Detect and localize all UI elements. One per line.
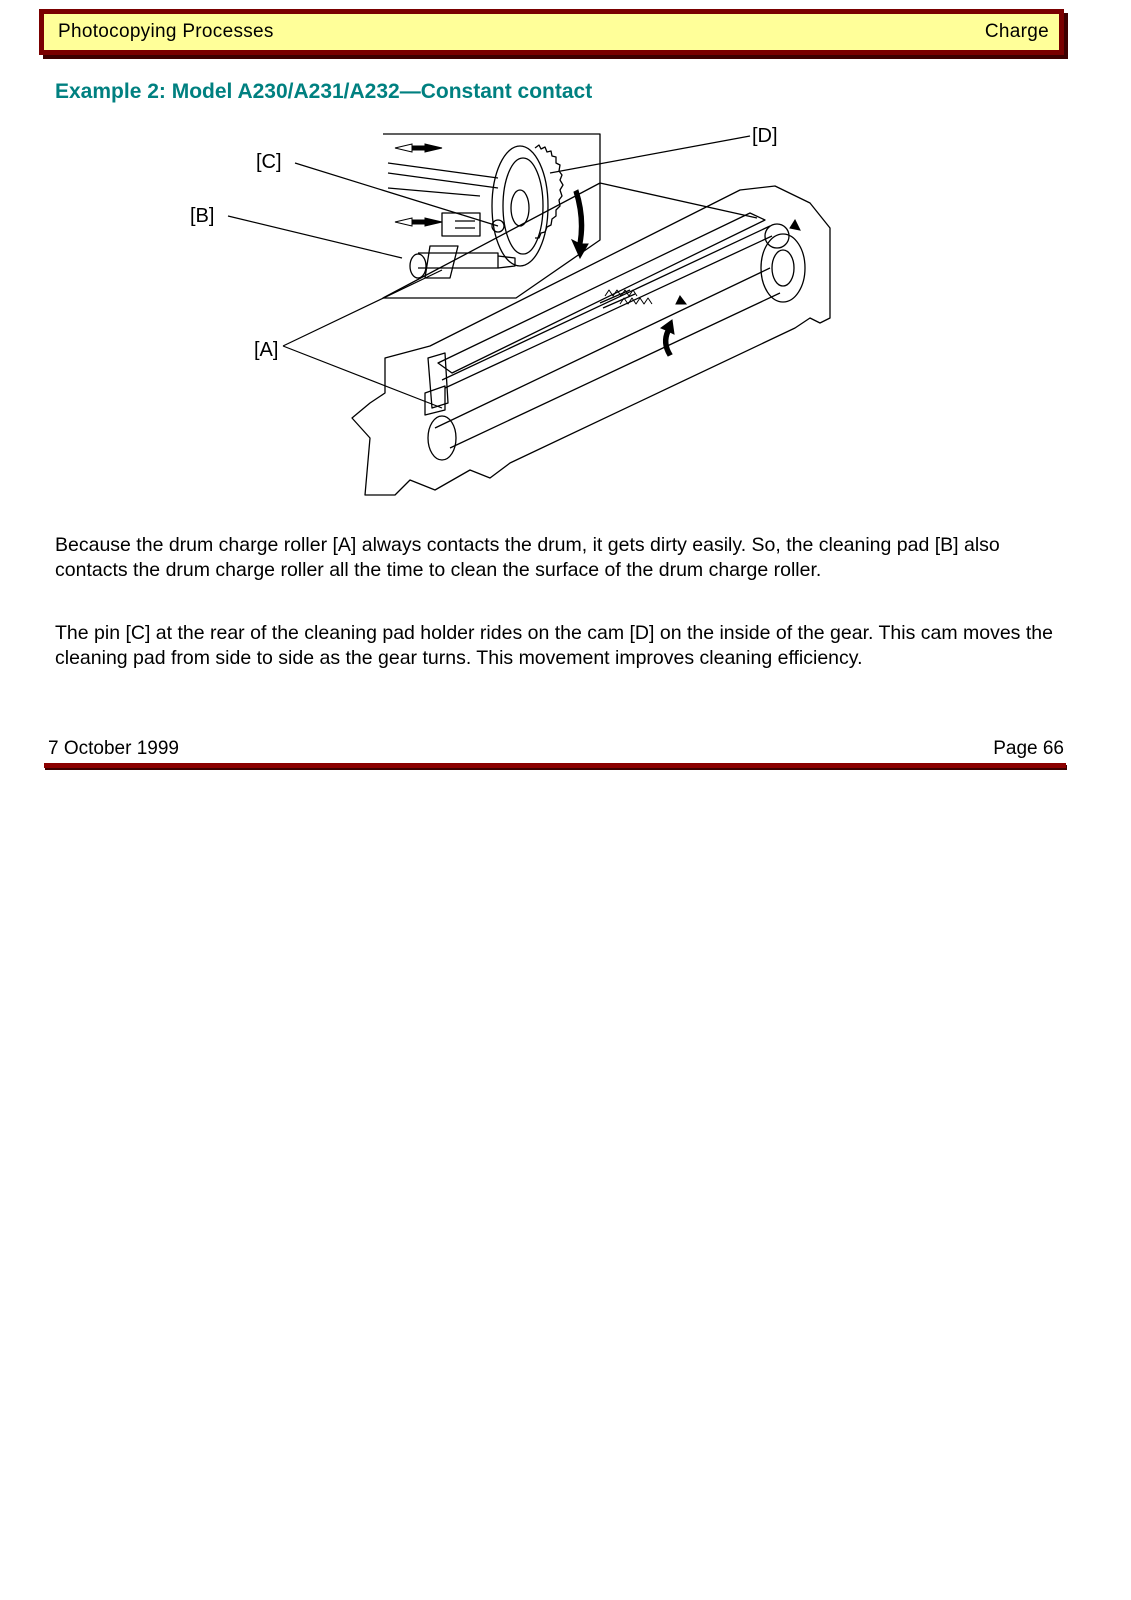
page-footer — [48, 738, 1064, 760]
header-topic-name: Charge — [984, 21, 1049, 42]
footer-divider — [44, 763, 1066, 768]
callout-d: [D] — [752, 125, 778, 147]
callout-c: [C] — [256, 151, 282, 173]
footer-date: 7 October 1999 — [48, 738, 179, 759]
section-title: Example 2: Model A230/A231/A232—Constant contact — [55, 80, 593, 103]
charge-roller-illustration — [180, 118, 860, 508]
body-paragraph: The pin [C] at the rear of the cleaning pad holder rides on the cam [D] on the inside of the gear. This cam moves the cleaning pad from side to side as the gear turns. This movement improves cleaning efficiency. — [55, 622, 1053, 669]
callout-a: [A] — [254, 339, 279, 361]
callout-b: [B] — [190, 205, 215, 227]
page-header — [39, 9, 1064, 55]
header-section-name: Photocopying Processes — [58, 21, 274, 42]
body-paragraph: Because the drum charge roller [A] always contacts the drum, it gets dirty easily. So, the cleaning pad [B] also contacts the drum charge roller all the time to clean the surface of the drum charge roller. — [55, 534, 1000, 581]
charge-roller-figure — [180, 118, 860, 508]
footer-page-number: Page 66 — [993, 738, 1064, 759]
